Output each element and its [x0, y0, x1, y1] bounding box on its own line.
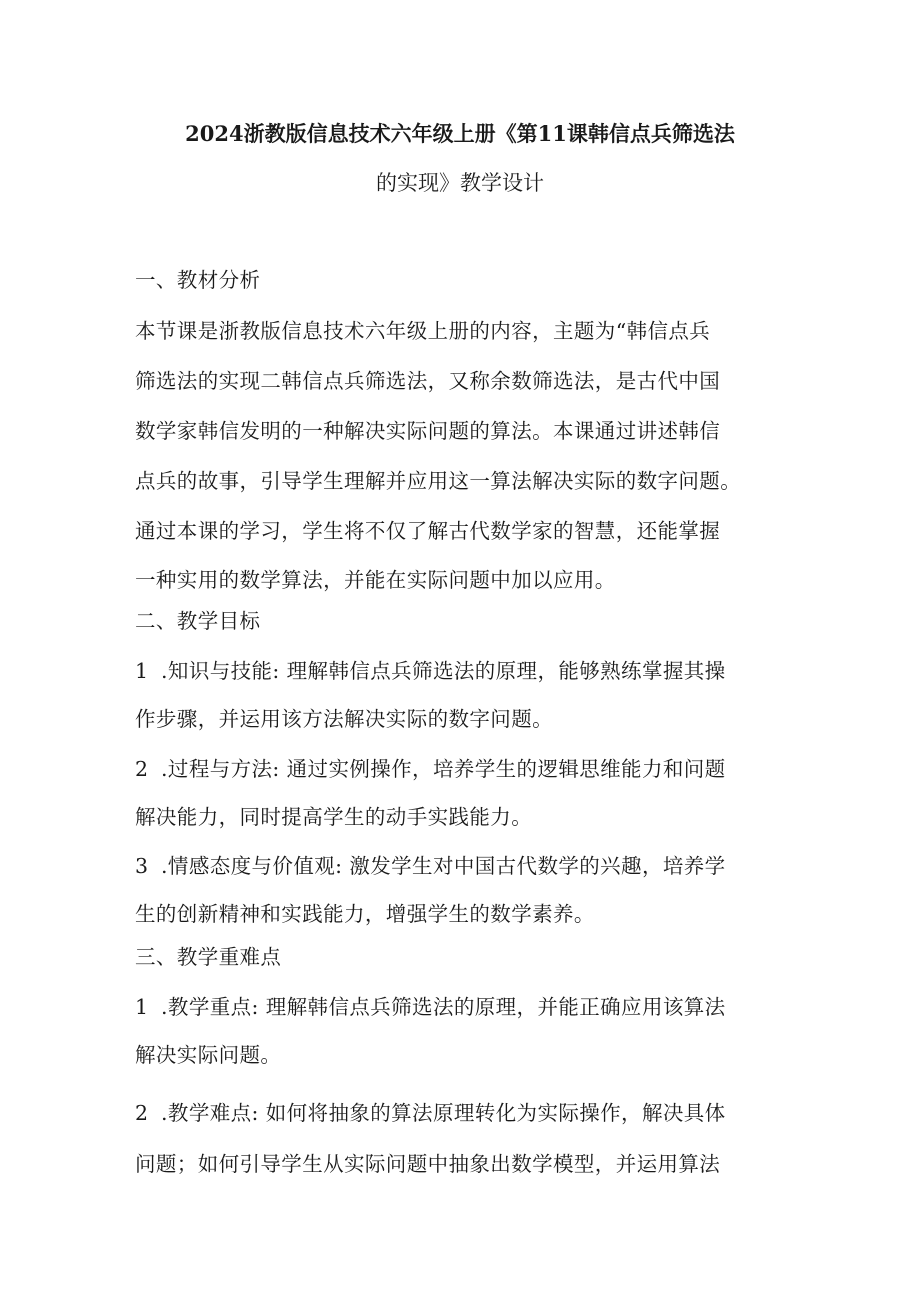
item-number: 3 — [135, 854, 149, 878]
item-number: 2 — [135, 757, 149, 781]
item-text: .情感态度与价值观: 激发学生对中国古代数学的兴趣，培养学 — [161, 854, 726, 878]
item-text: .教学重点: 理解韩信点兵筛选法的原理，并能正确应用该算法 — [161, 995, 726, 1019]
paragraph-line: 点兵的故事，引导学生理解并应用这一算法解决实际的数字问题。 — [135, 469, 742, 493]
key-point-item-1 — [135, 990, 726, 1020]
document-title-line-1: 2024浙教版信息技术六年级上册《第11课韩信点兵筛选法 — [185, 121, 735, 146]
item-number: 2 — [135, 1101, 149, 1125]
paragraph-line: 解决能力，同时提高学生的动手实践能力。 — [135, 805, 533, 829]
objective-item-3 — [135, 849, 726, 879]
paragraph-line: 数学家韩信发明的一种解决实际问题的算法。本课通过讲述韩信 — [135, 419, 721, 443]
item-number: 1 — [135, 995, 149, 1019]
objective-item-1 — [135, 654, 726, 684]
key-point-item-2 — [135, 1096, 726, 1126]
item-text: .教学难点: 如何将抽象的算法原理转化为实际操作，解决具体 — [161, 1101, 726, 1125]
section-heading-key-difficult-points: 三、教学重难点 — [135, 945, 282, 969]
section-heading-textbook-analysis: 一、教材分析 — [135, 268, 261, 292]
item-number: 1 — [135, 659, 149, 683]
document-title-line-2: 的实现》教学设计 — [376, 171, 544, 195]
paragraph-line: 问题；如何引导学生从实际问题中抽象出数学模型，并运用算法 — [135, 1152, 721, 1176]
item-text: .过程与方法: 通过实例操作，培养学生的逻辑思维能力和问题 — [161, 757, 726, 781]
item-text: .知识与技能: 理解韩信点兵筛选法的原理，能够熟练掌握其操 — [161, 659, 726, 683]
paragraph-line: 生的创新精神和实践能力，增强学生的数学素养。 — [135, 902, 595, 926]
paragraph-line: 作步骤，并运用该方法解决实际的数字问题。 — [135, 707, 553, 731]
paragraph-line: 一种实用的数学算法，并能在实际问题中加以应用。 — [135, 568, 616, 592]
paragraph-line: 本节课是浙教版信息技术六年级上册的内容，主题为“韩信点兵 — [135, 319, 711, 343]
paragraph-line: 筛选法的实现二韩信点兵筛选法，又称余数筛选法，是古代中国 — [135, 369, 721, 393]
paragraph-line: 通过本课的学习，学生将不仅了解古代数学家的智慧，还能掌握 — [135, 519, 721, 543]
section-heading-teaching-objectives: 二、教学目标 — [135, 609, 261, 633]
objective-item-2 — [135, 752, 726, 782]
paragraph-line: 解决实际问题。 — [135, 1043, 282, 1067]
